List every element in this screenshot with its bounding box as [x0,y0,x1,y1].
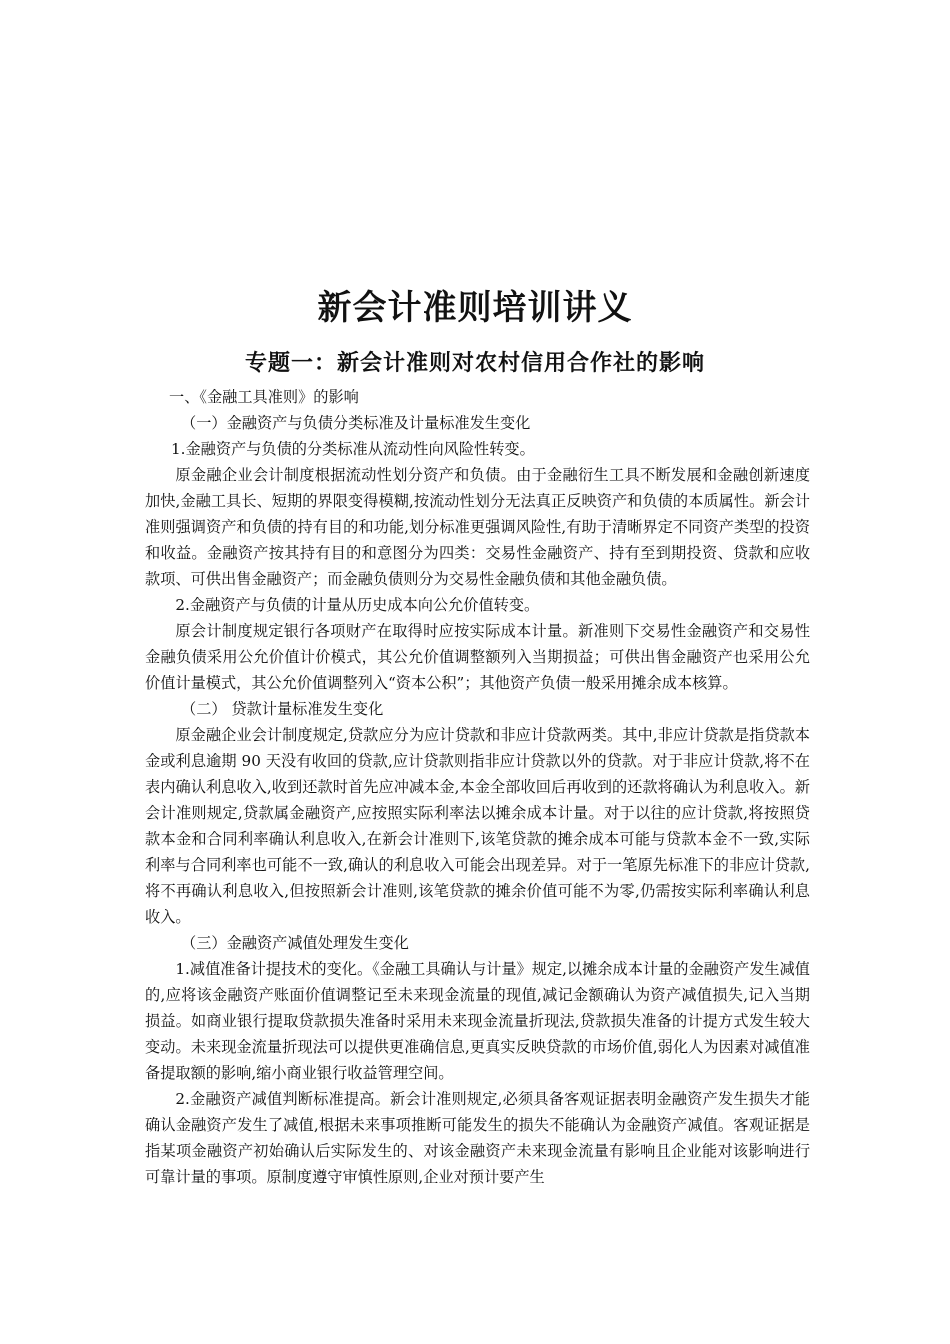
subsection-heading: （二） 贷款计量标准发生变化 [181,700,384,718]
document-subtitle: 专题一：新会计准则对农村信用合作社的影响 [244,350,705,376]
document-title: 新会计准则培训讲义 [317,288,633,328]
body-paragraph: 原金融企业会计制度根据流动性划分资产和负债。由于金融衍生工具不断发展和金融创新速度加快,金融工具长、短期的界限变得模糊,按流动性划分无法真正反映资产和负债的本质属性。新会计准则强调资产和负债的持有目的和功能,划分标准更强调风险性,有助于清晰界定不同资产类型的投资和收益。金融资产按其持有目的和意图分为四类：交易性金融资产、持有至到期投资、贷款和应收款项、可供出售金融资产；而金融负债则分为交易性金融负债和其他金融负债。 [145,466,810,588]
point-heading: 2.金融资产与负债的计量从历史成本向公允价值转变。 [175,596,540,614]
subsection-heading: （一）金融资产与负债分类标准及计量标准发生变化 [181,414,531,432]
body-paragraph: 1.减值准备计提技术的变化。《金融工具确认与计量》规定,以摊余成本计量的金融资产发生减值的,应将该金融资产账面价值调整记至未来现金流量的现值,减记金额确认为资产减值损失,记入当期损益。如商业银行提取贷款损失准备时采用未来现金流量折现法,贷款损失准备的计提方式发生较大变动。未来现金流量折现法可以提供更准确信息,更真实反映贷款的市场价值,弱化人为因素对减值准备提取额的影响,缩小商业银行收益管理空间。 [145,960,810,1082]
body-paragraph: 2.金融资产减值判断标准提高。新会计准则规定,必须具备客观证据表明金融资产发生损失才能确认金融资产发生了减值,根据未来事项推断可能发生的损失不能确认为金融资产减值。客观证据是指某项金融资产初始确认后实际发生的、对该金融资产未来现金流量有影响且企业能对该影响进行可靠计量的事项。原制度遵守审慎性原则,企业对预计要产生 [145,1090,810,1186]
document-body [145,384,810,1190]
subsection-heading: （三）金融资产减值处理发生变化 [181,934,409,952]
body-paragraph: 原金融企业会计制度规定,贷款应分为应计贷款和非应计贷款两类。其中,非应计贷款是指贷款本金或利息逾期 90 天没有收回的贷款,应计贷款则指非应计贷款以外的贷款。对于非应计贷款,将不在表内确认利息收入,收到还款时首先应冲减本金,本金全部收回后再收到的还款将确认为利息收入。新会计准则规定,贷款属金融资产,应按照实际利率法以摊余成本计量。对于以往的应计贷款,将按照贷款本金和合同利率确认利息收入,在新会计准则下,该笔贷款的摊余成本可能与贷款本金不一致,实际利率与合同利率也可能不一致,确认的利息收入可能会出现差异。对于一笔原先标准下的非应计贷款,将不再确认利息收入,但按照新会计准则,该笔贷款的摊余价值可能不为零,仍需按实际利率确认利息收入。 [145,726,810,926]
section-heading: 一、《金融工具准则》的影响 [169,388,359,406]
body-paragraph: 原会计制度规定银行各项财产在取得时应按实际成本计量。新准则下交易性金融资产和交易性金融负债采用公允价值计价模式，其公允价值调整额列入当期损益；可供出售金融资产也采用公允价值计量模式，其公允价值调整列入“资本公积”；其他资产负债一般采用摊余成本核算。 [145,622,810,692]
point-heading: 1.金融资产与负债的分类标准从流动性向风险性转变。 [171,440,535,458]
